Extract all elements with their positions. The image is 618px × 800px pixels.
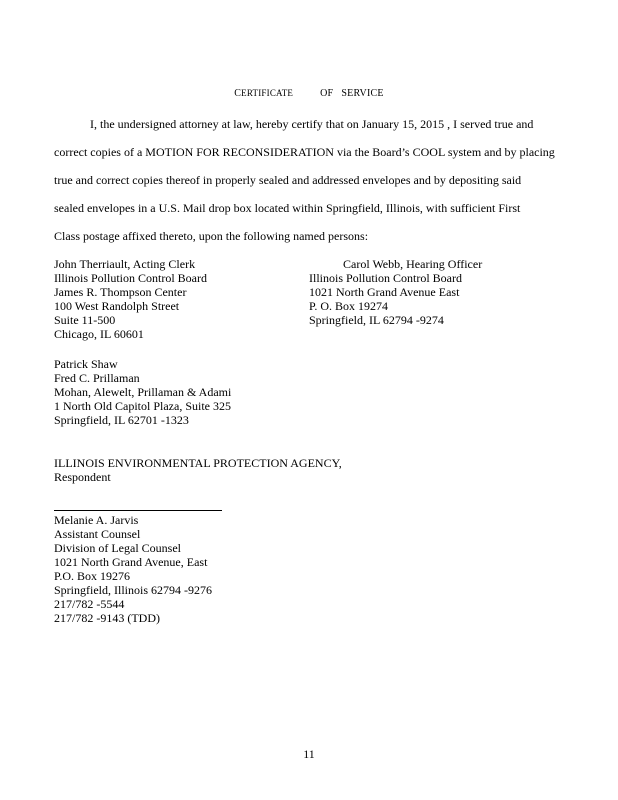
address-line: John Therriault, Acting Clerk — [54, 257, 196, 271]
address-line: Patrick Shaw — [54, 357, 118, 371]
address-line: Springfield, IL 62794 -9274 — [309, 313, 444, 327]
title-word-certificate: ERTIFICATE — [241, 88, 294, 98]
address-line: Illinois Pollution Control Board — [54, 271, 208, 285]
body-line-5: Class postage affixed thereto, upon the following named persons: — [54, 229, 369, 243]
agency-name: ILLINOIS ENVIRONMENTAL PROTECTION AGENCY, — [54, 456, 342, 470]
body-line-3: true and correct copies thereof in properly sealed and addressed envelopes and by depositing said — [54, 173, 522, 187]
page-number: 11 — [303, 747, 315, 761]
signer-city: Springfield, Illinois 62794 -9276 — [54, 583, 212, 597]
address-line: Illinois Pollution Control Board — [309, 271, 463, 285]
signer-po-box: P.O. Box 19276 — [54, 569, 131, 583]
address-line: 1021 North Grand Avenue East — [309, 285, 460, 299]
signer-street: 1021 North Grand Avenue, East — [54, 555, 208, 569]
title-initial: C — [234, 88, 242, 99]
body-line-4: sealed envelopes in a U.S. Mail drop box located within Springfield, Illinois, with sufficient First — [54, 201, 521, 215]
signature-block — [54, 513, 212, 625]
signer-name: Melanie A. Jarvis — [54, 513, 139, 527]
address-line: Suite 11-500 — [54, 313, 116, 327]
recipient-clerk-address — [54, 257, 207, 341]
title-word-service: SERVICE — [341, 88, 384, 99]
address-line: Carol Webb, Hearing Officer — [343, 257, 483, 271]
signer-division: Division of Legal Counsel — [54, 541, 181, 555]
recipient-hearing-officer-address — [309, 257, 482, 327]
signer-tdd: 217/782 -9143 (TDD) — [54, 611, 160, 625]
respondent-agency — [54, 456, 342, 484]
signature-line — [54, 510, 222, 511]
certificate-title — [0, 88, 618, 99]
address-line: Mohan, Alewelt, Prillaman & Adami — [54, 385, 232, 399]
body-line-1: I, the undersigned attorney at law, hereby certify that on January 15, 2015 , I served true and — [90, 117, 534, 131]
address-line: Fred C. Prillaman — [54, 371, 140, 385]
agency-role: Respondent — [54, 470, 111, 484]
signer-title: Assistant Counsel — [54, 527, 141, 541]
signer-phone: 217/782 -5544 — [54, 597, 125, 611]
title-word-of: OF — [320, 88, 334, 99]
address-line: Springfield, IL 62701 -1323 — [54, 413, 189, 427]
recipient-counsel-address — [54, 357, 231, 427]
address-line: 100 West Randolph Street — [54, 299, 180, 313]
body-line-2: correct copies of a MOTION FOR RECONSIDERATION via the Board’s COOL system and by placing — [54, 145, 555, 159]
address-line: 1 North Old Capitol Plaza, Suite 325 — [54, 399, 231, 413]
address-line: James R. Thompson Center — [54, 285, 187, 299]
address-line: P. O. Box 19274 — [309, 299, 389, 313]
address-line: Chicago, IL 60601 — [54, 327, 144, 341]
